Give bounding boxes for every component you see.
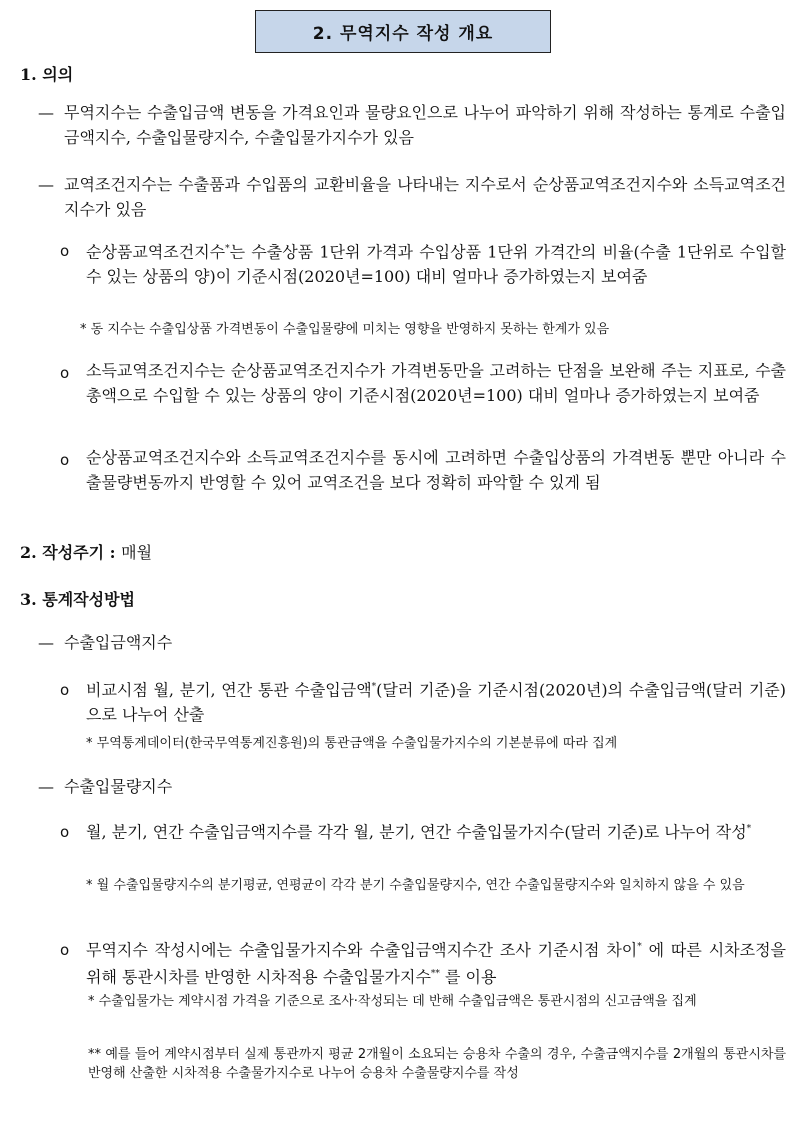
circle-bullet: o [60, 451, 70, 469]
circle-bullet: o [60, 681, 70, 699]
footnote-value-index: * 무역통계데이터(한국무역통계진흥원)의 통관금액을 수출입물가지수의 기본분류에 따라 집계 [86, 736, 618, 751]
paragraph-combined-terms: 순상품교역조건지수와 소득교역조건지수를 동시에 고려하면 수출입상품의 가격변동 뿐만 아니라 수출물량변동까지 반영할 수 있어 교역조건을 보다 정확히 파악할 수 있게 됨 [86, 448, 786, 492]
section-heading-frequency: 2. 작성주기 : 매월 [20, 543, 153, 562]
footnote-volume-index: * 월 수출입물량지수의 분기평균, 연평균이 각각 분기 수출입물량지수, 연간 수출입물량지수와 일치하지 않을 수 있음 [86, 878, 745, 893]
section-heading-method: 3. 통계작성방법 [20, 590, 136, 609]
paragraph-value-index-method: 비교시점 월, 분기, 연간 통관 수출입금액*(달러 기준)을 기준시점(2020년)의 수출입금액(달러 기준)으로 나누어 산출 [86, 680, 786, 725]
paragraph-trade-index: 무역지수는 수출입금액 변동을 가격요인과 물량요인으로 나누어 파악하기 위해 작성하는 통계로 수출입금액지수, 수출입물량지수, 수출입물가지수가 있음 [64, 103, 786, 147]
subheading-value-index: 수출입금액지수 [64, 633, 173, 652]
paragraph-income-terms: 소득교역조건지수는 순상품교역조건지수가 가격변동만을 고려하는 단점을 보완해 주는 지표로, 수출총액으로 수입할 수 있는 상품의 양이 기준시점(2020년=100) 대비 얼마나 증가하였는지 보여줌 [86, 361, 786, 405]
dash-bullet: — [38, 633, 54, 652]
circle-bullet: o [60, 941, 70, 959]
page-title: 2. 무역지수 작성 개요 [255, 10, 551, 53]
circle-bullet: o [60, 364, 70, 382]
paragraph-volume-index-method: 월, 분기, 연간 수출입금액지수를 각각 월, 분기, 연간 수출입물가지수(달러 기준)로 나누어 작성* [86, 822, 752, 842]
circle-bullet: o [60, 242, 70, 260]
paragraph-time-lag-adjustment: 무역지수 작성시에는 수출입물가지수와 수출입금액지수간 조사 기준시점 차이* 에 따른 시차조정을 위해 통관시차를 반영한 시차적용 수출입물가지수** 를 이용 [86, 940, 786, 987]
frequency-value: 매월 [121, 543, 153, 562]
circle-bullet: o [60, 823, 70, 841]
footnote-net-barter: * 동 지수는 수출입상품 가격변동이 수출입물량에 미치는 영향을 반영하지 못하는 한계가 있음 [80, 322, 610, 337]
footnote-time-lag-2: ** 예를 들어 계약시점부터 실제 통관까지 평균 2개월이 소요되는 승용차 수출의 경우, 수출금액지수를 2개월의 통관시차를 반영해 산출한 시차적용 수출물가지수로 나누어 승용차 수출물량지수를 작성 [88, 1047, 786, 1081]
dash-bullet: — [38, 777, 54, 796]
paragraph-net-barter-terms: 순상품교역조건지수*는 수출상품 1단위 가격과 수입상품 1단위 가격간의 비율(수출 1단위로 수입할 수 있는 상품의 양)이 기준시점(2020년=100) 대비 얼마나 증가하였는지 보여줌 [86, 242, 786, 287]
dash-bullet: — [38, 103, 54, 122]
subheading-volume-index: 수출입물량지수 [64, 777, 173, 796]
dash-bullet: — [38, 175, 54, 194]
paragraph-terms-of-trade: 교역조건지수는 수출품과 수입품의 교환비율을 나타내는 지수로서 순상품교역조건지수와 소득교역조건지수가 있음 [64, 175, 786, 219]
footnote-time-lag-1: * 수출입물가는 계약시점 가격을 기준으로 조사·작성되는 데 반해 수출입금액은 통관시점의 신고금액을 집계 [88, 994, 697, 1009]
section-heading-meaning: 1. 의의 [20, 65, 74, 84]
